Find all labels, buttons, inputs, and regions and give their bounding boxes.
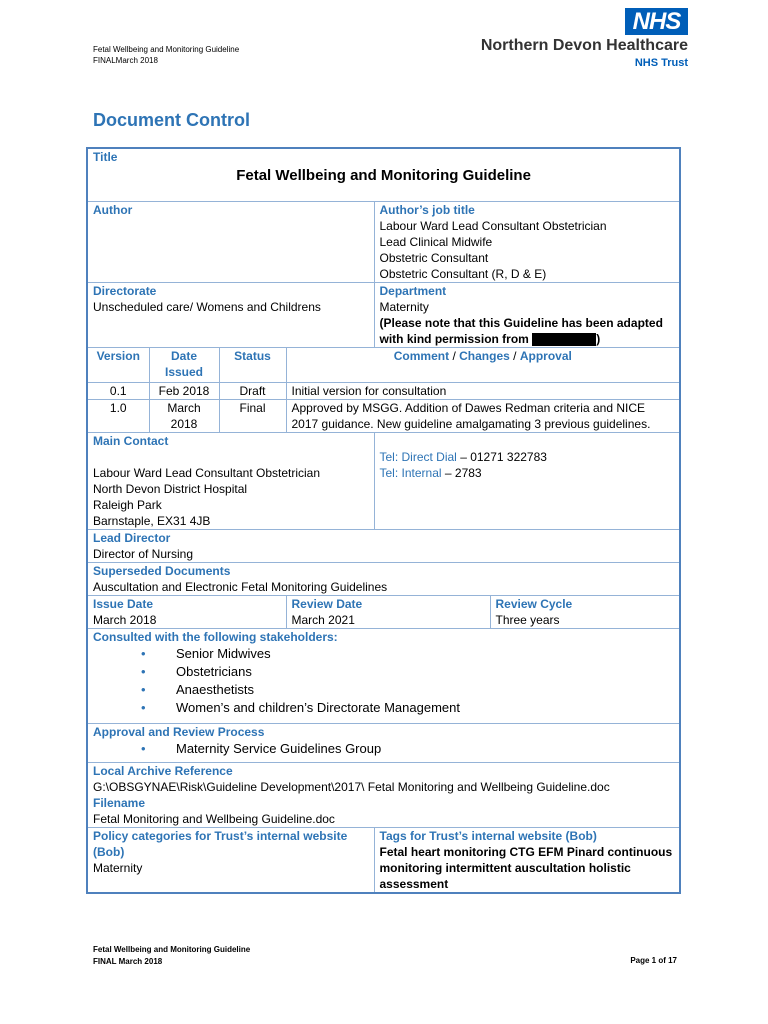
tel-direct (380, 449, 675, 465)
tel-internal-value: – 2783 (441, 466, 482, 480)
header-left (93, 44, 239, 66)
title-label: Title (93, 150, 118, 164)
version-comment: Approved by MSGG. Addition of Dawes Redman criteria and NICE 2017 guidance. New guideline amalgamating 3 previous guidelines. (286, 400, 680, 433)
version-row (87, 383, 680, 400)
tel-internal (380, 465, 675, 481)
approval-list (93, 740, 674, 758)
page-number: Page 1 of 17 (630, 956, 677, 965)
author-label: Author (93, 203, 133, 217)
issue-date-label: Issue Date (93, 597, 154, 611)
review-cycle-label: Review Cycle (495, 597, 573, 611)
superseded-row (87, 563, 680, 596)
main-contact-line: Barnstaple, EX31 4JB (93, 514, 211, 528)
lead-director-label: Lead Director (93, 531, 171, 545)
comment-sep-2: / (509, 349, 520, 363)
department-note-text: (Please note that this Guideline has been adapted with kind permission from (379, 316, 663, 346)
footer-left (93, 944, 250, 968)
main-contact-row (87, 433, 680, 530)
version-comment: Initial version for consultation (286, 383, 680, 400)
department-value: Maternity (379, 300, 429, 314)
main-contact-line: Labour Ward Lead Consultant Obstetrician (93, 466, 321, 480)
comment-header (286, 348, 680, 383)
review-date-value: March 2021 (291, 613, 355, 627)
dates-row (87, 596, 680, 629)
department-label: Department (379, 284, 447, 298)
comment-sep-1: / (449, 349, 460, 363)
version-number: 1.0 (87, 400, 149, 433)
list-item: • Senior Midwives (141, 645, 674, 663)
lead-director-row (87, 530, 680, 563)
lead-director-value: Director of Nursing (93, 547, 194, 561)
version-date: March 2018 (149, 400, 219, 433)
tel-internal-label: Tel: Internal (379, 466, 442, 480)
main-contact-label: Main Contact (93, 434, 169, 448)
archive-row (87, 763, 680, 828)
approval-word: Approval (519, 349, 572, 363)
version-row (87, 400, 680, 433)
version-status: Draft (219, 383, 286, 400)
section-title: Document Control (93, 110, 250, 130)
list-item: • Obstetricians (141, 663, 674, 681)
archive-value: G:\OBSGYNAE\Risk\Guideline Development\2017\ Fetal Monitoring and Wellbeing Guideline.doc (93, 780, 610, 794)
consulted-label: Consulted with the following stakeholders: (93, 630, 338, 644)
directorate-label: Directorate (93, 284, 157, 298)
header-status: FINALMarch 2018 (93, 56, 158, 65)
tel-direct-label: Tel: Direct Dial (379, 450, 457, 464)
tags-label: Tags for Trust’s internal website (Bob) (379, 829, 597, 843)
redacted-block (532, 333, 596, 346)
version-date: Feb 2018 (149, 383, 219, 400)
directorate-row (87, 283, 680, 348)
tags-value: Fetal heart monitoring CTG EFM Pinard continuous monitoring intermittent auscultation holistic assessment (379, 845, 673, 891)
org-trust: NHS Trust (634, 57, 688, 69)
author-job-0: Labour Ward Lead Consultant Obstetrician (379, 219, 607, 233)
stakeholder-list (93, 645, 674, 717)
document-control-table (86, 147, 681, 894)
issue-date-value: March 2018 (93, 613, 157, 627)
version-status: Final (219, 400, 286, 433)
guideline-title: Fetal Wellbeing and Monitoring Guideline (236, 167, 531, 184)
superseded-label: Superseded Documents (93, 564, 231, 578)
author-job-1: Lead Clinical Midwife (379, 235, 493, 249)
author-job-2: Obstetric Consultant (379, 251, 489, 265)
changes-word: Changes (459, 349, 510, 363)
policy-value: Maternity (93, 861, 143, 875)
list-item: • Maternity Service Guidelines Group (141, 740, 674, 758)
author-job-label: Author’s job title (379, 203, 475, 217)
policy-label: Policy categories for Trust’s internal website (Bob) (93, 829, 348, 859)
filename-label: Filename (93, 796, 146, 810)
main-contact-line: North Devon District Hospital (93, 482, 248, 496)
list-item: • Women’s and children’s Directorate Management (141, 699, 674, 717)
version-number: 0.1 (87, 383, 149, 400)
header-doc-title: Fetal Wellbeing and Monitoring Guideline (93, 45, 240, 54)
list-item: • Anaesthetists (141, 681, 674, 699)
archive-label: Local Archive Reference (93, 764, 233, 778)
nhs-logo: NHS (625, 8, 688, 35)
department-note (380, 315, 675, 347)
org-name: Northern Devon Healthcare (480, 37, 688, 54)
review-cycle-value: Three years (495, 613, 560, 627)
footer-status: FINAL March 2018 (93, 957, 163, 966)
tel-direct-value: – 01271 322783 (456, 450, 547, 464)
author-row (87, 202, 680, 283)
footer-doc-title: Fetal Wellbeing and Monitoring Guideline (93, 945, 251, 954)
title-row (87, 148, 680, 202)
status-header: Status (219, 348, 286, 383)
version-header-row (87, 348, 680, 383)
department-note-end: ) (596, 332, 601, 346)
approval-row (87, 724, 680, 763)
superseded-value: Auscultation and Electronic Fetal Monitoring Guidelines (93, 580, 388, 594)
review-date-label: Review Date (291, 597, 363, 611)
version-header: Version (87, 348, 149, 383)
approval-label: Approval and Review Process (93, 725, 265, 739)
website-row (87, 828, 680, 894)
date-issued-header: Date Issued (149, 348, 219, 383)
comment-word: Comment (393, 349, 450, 363)
directorate-value: Unscheduled care/ Womens and Childrens (93, 300, 321, 314)
consulted-row (87, 629, 680, 724)
filename-value: Fetal Monitoring and Wellbeing Guideline.doc (93, 812, 335, 826)
author-job-3: Obstetric Consultant (R, D & E) (379, 267, 547, 281)
main-contact-line: Raleigh Park (93, 498, 162, 512)
